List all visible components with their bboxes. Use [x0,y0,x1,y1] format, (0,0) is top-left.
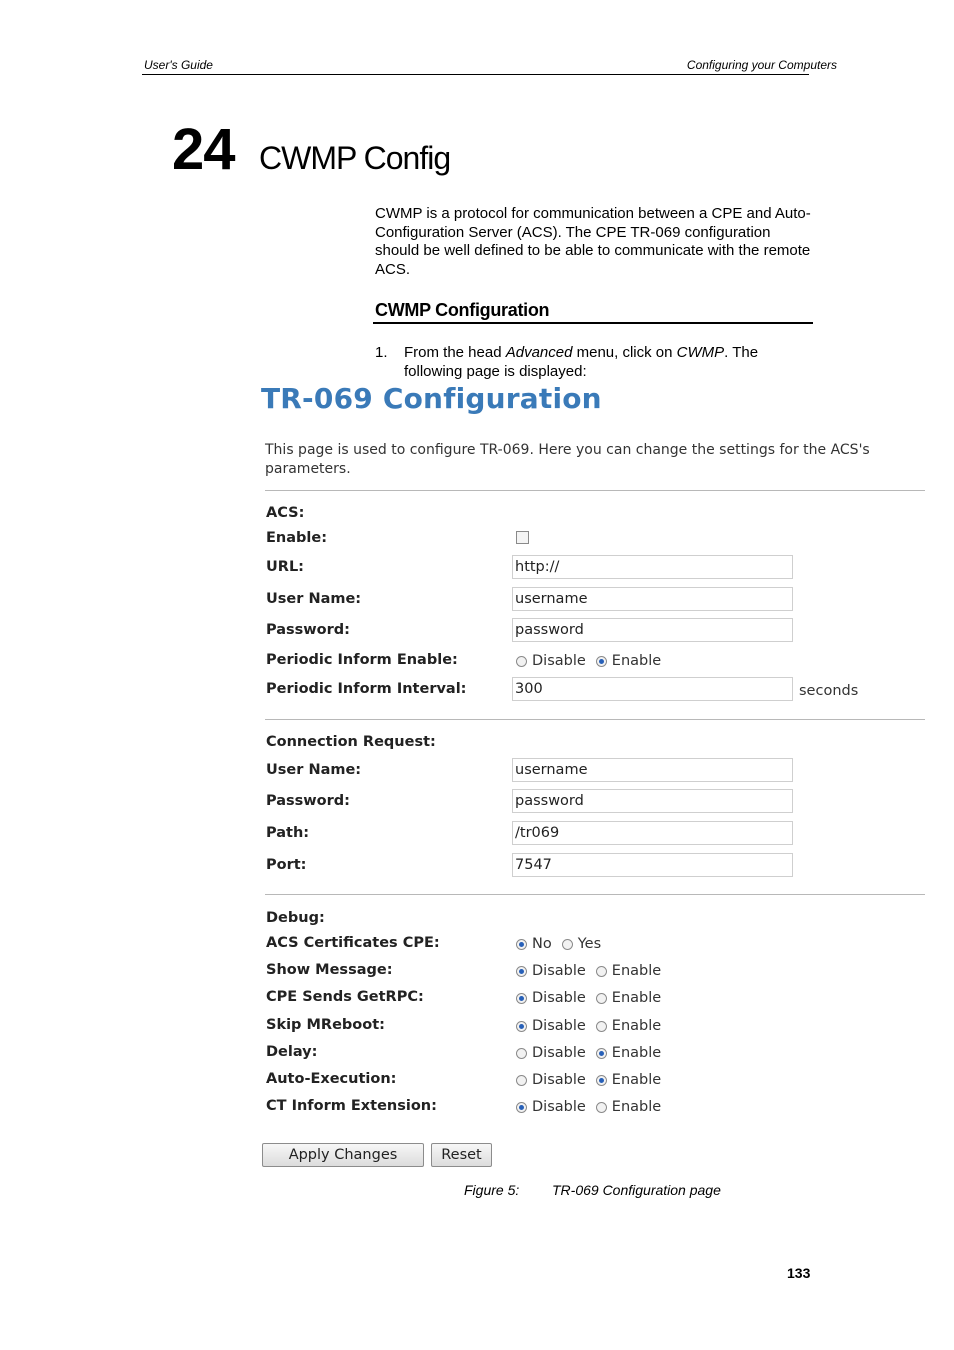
debug-option-radio[interactable] [596,1021,607,1032]
step-number: 1. [375,344,388,361]
acs-heading: ACS: [266,505,305,521]
debug-row-label: Delay: [266,1044,318,1060]
acs-enable-label: Enable: [266,530,327,546]
debug-option-radio[interactable] [516,993,527,1004]
debug-option-radio[interactable] [596,1048,607,1059]
debug-option-label: Enable [611,1072,662,1088]
debug-option-label: Disable [532,1072,586,1088]
chapter-number: 24 [172,117,235,182]
figure-caption: TR-069 Configuration page [552,1182,721,1198]
debug-row-radios [516,963,671,979]
cr-username-input[interactable]: username [512,758,793,782]
debug-option-radio[interactable] [596,1102,607,1113]
debug-option-label: Disable [532,1045,586,1061]
debug-row-label: CPE Sends GetRPC: [266,989,424,1005]
acs-username-label: User Name: [266,591,362,607]
acs-username-input[interactable]: username [512,587,793,611]
section-rule [373,322,813,324]
periodic-inform-interval-label: Periodic Inform Interval: [266,681,467,697]
debug-option-radio[interactable] [596,1075,607,1086]
acs-url-input[interactable]: http:// [512,555,793,579]
section-title: CWMP Configuration [375,300,550,320]
running-header-left: User's Guide [144,58,213,72]
debug-row-label: Auto-Execution: [266,1071,397,1087]
page-number: 133 [787,1265,811,1281]
debug-option-label: Disable [532,1099,586,1115]
intro-paragraph: CWMP is a protocol for communication between a CPE and Auto-Configuration Server (ACS). The CPE TR-069 configuration should be well defined to be able to communicate with the remote ACS. [375,205,811,278]
cr-password-label: Password: [266,793,350,809]
debug-option-label: Disable [532,963,586,979]
connection-request-heading: Connection Request: [266,734,436,750]
periodic-inform-disable-radio[interactable] [516,656,527,667]
tr069-page-description: This page is used to configure TR-069. Here you can change the settings for the ACS's parameters. [265,442,870,477]
debug-row-radios [516,936,611,952]
acs-password-input[interactable]: password [512,618,793,642]
menu-name: Advanced [505,344,573,361]
divider [265,719,925,720]
cr-username-label: User Name: [266,762,362,778]
acs-enable-checkbox[interactable] [516,531,529,544]
debug-option-label: Enable [611,1099,662,1115]
divider [265,490,925,491]
debug-row-radios [516,1072,671,1088]
debug-row-label: Show Message: [266,962,393,978]
cr-password-input[interactable]: password [512,789,793,813]
step-text: From the head Advanced menu, click on CWMP. The following page is displayed: [404,344,759,380]
debug-option-label: No [532,936,552,952]
debug-row-label: Skip MReboot: [266,1017,385,1033]
debug-option-radio[interactable] [562,939,573,950]
debug-option-radio[interactable] [516,966,527,977]
divider [265,894,925,895]
chapter-title: CWMP Config [259,140,451,176]
periodic-inform-enable-radios: Disable Enable [516,653,671,669]
cr-port-input[interactable]: 7547 [512,853,793,877]
debug-option-label: Disable [532,990,586,1006]
debug-option-radio[interactable] [516,1075,527,1086]
apply-changes-button[interactable]: Apply Changes [262,1143,424,1167]
debug-option-label: Enable [611,1018,662,1034]
debug-option-radio[interactable] [516,1021,527,1032]
reset-button[interactable]: Reset [431,1143,492,1167]
header-rule [142,74,809,75]
tr069-page-title: TR-069 Configuration [261,382,602,415]
cr-path-input[interactable]: /tr069 [512,821,793,845]
menu-item-name: CWMP [676,344,725,361]
cr-path-label: Path: [266,825,310,841]
debug-option-label: Enable [611,990,662,1006]
debug-heading: Debug: [266,910,325,926]
debug-option-label: Enable [611,1045,662,1061]
debug-row-radios [516,1099,671,1115]
debug-option-radio[interactable] [596,993,607,1004]
running-header-right: Configuring your Computers [686,58,837,72]
periodic-inform-enable-label: Periodic Inform Enable: [266,652,458,668]
acs-url-label: URL: [266,559,304,575]
debug-row-radios [516,1018,671,1034]
debug-option-radio[interactable] [596,966,607,977]
interval-unit: seconds [799,683,859,699]
debug-option-radio[interactable] [516,1102,527,1113]
debug-option-radio[interactable] [516,939,527,950]
debug-row-label: CT Inform Extension: [266,1098,437,1114]
debug-row-radios [516,990,671,1006]
debug-option-radio[interactable] [516,1048,527,1059]
periodic-inform-interval-input[interactable]: 300 [512,677,793,701]
figure-label: Figure 5: [464,1182,520,1198]
debug-option-label: Disable [532,1018,586,1034]
acs-password-label: Password: [266,622,350,638]
debug-option-label: Yes [577,936,602,952]
debug-row-radios [516,1045,671,1061]
debug-option-label: Enable [611,963,662,979]
debug-row-label: ACS Certificates CPE: [266,935,440,951]
cr-port-label: Port: [266,857,307,873]
periodic-inform-enable-radio[interactable] [596,656,607,667]
